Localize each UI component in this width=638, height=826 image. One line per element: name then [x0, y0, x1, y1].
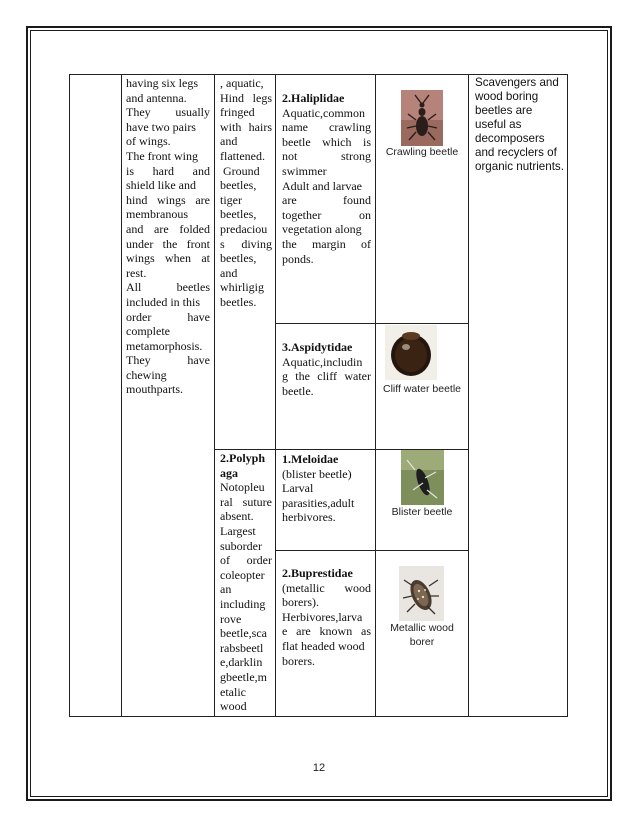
- family-line: name crawling: [282, 120, 371, 135]
- family-line: ponds.: [282, 251, 314, 266]
- family-aspidytidae: [282, 340, 371, 398]
- suborder-line: beetle,sca: [220, 626, 267, 641]
- crawling-beetle-photo: [401, 90, 443, 146]
- description-line: complete: [126, 324, 170, 339]
- family-line: (blister beetle): [282, 466, 352, 481]
- description-line: of wings.: [126, 134, 171, 149]
- family-line: borers).: [282, 595, 319, 610]
- family-meloidae: [282, 452, 371, 525]
- suborder-line: Largest: [220, 523, 256, 538]
- description-line: have two pairs: [126, 119, 196, 134]
- suborder-line: gbeetle,m: [220, 669, 267, 684]
- description-line: mouthparts.: [126, 382, 183, 397]
- suborder-line: e,darklin: [220, 655, 263, 670]
- family-line: the margin of: [282, 236, 371, 251]
- table-divider: [275, 74, 276, 717]
- suborder-line: fringed: [220, 105, 255, 120]
- suborder-line: ral suture: [220, 494, 272, 509]
- importance-line: decomposers: [475, 132, 545, 145]
- table-divider: [275, 323, 469, 324]
- suborder-title: aga: [220, 465, 238, 480]
- description-line: shield like and: [126, 178, 196, 193]
- suborder-line: and: [220, 265, 238, 280]
- suborder-line: whirligig: [220, 280, 264, 295]
- description-line: The front wing: [126, 148, 198, 163]
- caption-line: Metallic wood: [390, 622, 454, 634]
- table-divider: [275, 550, 469, 551]
- suborder-line: wood: [220, 699, 247, 714]
- family-title: 2.Haliplidae: [282, 91, 345, 105]
- suborder-line: Ground: [220, 163, 260, 178]
- description-line: order have: [126, 309, 210, 324]
- description-line: rest.: [126, 265, 147, 280]
- description-line: metamorphosis.: [126, 338, 203, 353]
- importance-line: Scavengers and: [475, 76, 559, 89]
- table-divider: [121, 74, 122, 717]
- table-border-left: [69, 74, 70, 717]
- cliff-water-beetle-photo: [385, 325, 437, 380]
- family-haliplidae: [282, 91, 371, 266]
- description-line: under the front: [126, 236, 210, 251]
- suborder-line: Hind legs: [220, 90, 272, 105]
- order-description: [126, 76, 210, 397]
- suborder-line: an: [220, 582, 232, 597]
- family-line: g the cliff water: [282, 369, 371, 384]
- description-line: and are folded: [126, 221, 210, 236]
- crawling-beetle-caption: Crawling beetle: [385, 146, 459, 158]
- family-line: together on: [282, 207, 371, 222]
- suborder-line: rove: [220, 611, 242, 626]
- family-line: are found: [282, 193, 371, 208]
- suborder-line: and: [220, 134, 238, 149]
- table-border-top: [69, 74, 568, 75]
- family-line: borers.: [282, 653, 315, 668]
- description-line: and antenna.: [126, 90, 187, 105]
- suborder-line: beetles,: [220, 251, 257, 266]
- suborder-line: of order: [220, 553, 272, 568]
- family-line: Aquatic,includin: [282, 354, 363, 369]
- family-title: 2.Buprestidae: [282, 566, 353, 580]
- suborder-line: s diving: [220, 236, 272, 251]
- importance-line: organic nutrients.: [475, 160, 564, 173]
- suborder-line: suborder: [220, 538, 262, 553]
- family-title: 1.Meloidae: [282, 452, 339, 466]
- family-line: Larval: [282, 481, 314, 496]
- family-line: swimmer: [282, 163, 327, 178]
- suborder-line: beetles,: [220, 178, 257, 193]
- suborder-line: with hairs: [220, 119, 272, 134]
- table-border-right: [567, 74, 568, 717]
- description-line: wings when at: [126, 251, 210, 266]
- family-line: Aquatic,common: [282, 105, 365, 120]
- importance-line: wood boring: [475, 90, 539, 103]
- suborder-line: including: [220, 596, 266, 611]
- suborder-line: , aquatic,: [220, 76, 264, 90]
- table-divider: [214, 74, 215, 717]
- blister-beetle-photo: [401, 450, 444, 505]
- metallic-wood-borer-photo: [399, 566, 444, 621]
- importance-line: useful as: [475, 118, 522, 131]
- suborder-line: coleopter: [220, 567, 265, 582]
- suborder-line: Notopleu: [220, 480, 265, 495]
- family-line: vegetation along: [282, 222, 362, 237]
- description-line: chewing: [126, 367, 167, 382]
- cliff-water-beetle-caption: Cliff water beetle: [382, 383, 461, 395]
- metallic-wood-borer-caption: [376, 621, 468, 649]
- family-line: Adult and larvae: [282, 178, 362, 193]
- description-line: having six legs: [126, 76, 198, 90]
- family-line: parasities,adult: [282, 495, 355, 510]
- family-line: e are known as: [282, 624, 371, 639]
- page-number: 12: [312, 762, 326, 774]
- table-divider: [468, 74, 469, 717]
- suborder-line: tiger: [220, 192, 242, 207]
- family-line: beetle which is: [282, 134, 371, 149]
- description-line: included in this: [126, 294, 200, 309]
- family-line: flat headed wood: [282, 638, 365, 653]
- suborder-title: 2.Polyph: [220, 451, 266, 465]
- suborder-line: etalic: [220, 684, 246, 699]
- suborder-line: predaciou: [220, 221, 268, 236]
- importance-line: beetles are: [475, 104, 533, 117]
- description-line: hind wings are: [126, 192, 210, 207]
- family-line: (metallic wood: [282, 580, 371, 595]
- suborder-line: absent.: [220, 509, 254, 524]
- suborder-adephaga: [220, 76, 272, 310]
- importance-line: and recyclers of: [475, 146, 557, 159]
- family-line: herbivores.: [282, 510, 336, 525]
- family-title: 3.Aspidytidae: [282, 340, 353, 354]
- caption-line: borer: [409, 636, 435, 648]
- blister-beetle-caption: Blister beetle: [391, 506, 453, 518]
- description-line: They usually: [126, 105, 210, 120]
- description-line: membranous: [126, 207, 188, 222]
- family-line: not strong: [282, 149, 371, 164]
- family-line: Herbivores,larva: [282, 609, 363, 624]
- description-line: All beetles: [126, 280, 210, 295]
- importance-note: [475, 76, 567, 174]
- suborder-line: flattened.: [220, 148, 265, 163]
- description-line: is hard and: [126, 163, 210, 178]
- family-line: beetle.: [282, 383, 314, 398]
- suborder-line: beetles.: [220, 294, 257, 309]
- table-border-bottom: [69, 716, 568, 717]
- suborder-line: rabsbeetl: [220, 640, 264, 655]
- family-buprestidae: [282, 566, 371, 668]
- suborder-polyphaga: [220, 451, 272, 714]
- description-line: They have: [126, 353, 210, 368]
- suborder-line: beetles,: [220, 207, 257, 222]
